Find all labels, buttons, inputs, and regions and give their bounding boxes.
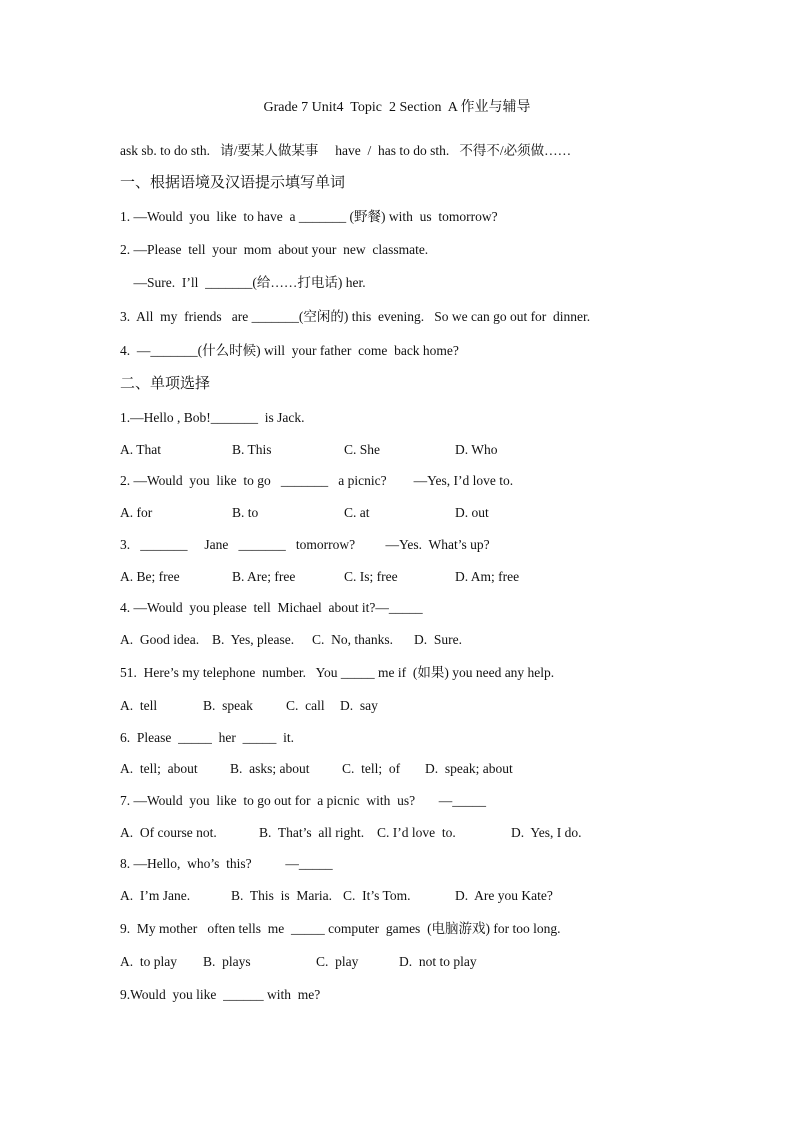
option: B. plays	[203, 954, 251, 969]
question-stem: 9.Would you like ______ with me?	[120, 987, 321, 1002]
option: C. call	[286, 698, 325, 713]
option: A. Good idea.	[120, 632, 200, 647]
question-stem: 6. Please _____ her _____ it.	[120, 730, 294, 745]
option: B. Are; free	[232, 569, 296, 584]
question-stem: 1.—Hello , Bob!_______ is Jack.	[120, 410, 305, 425]
option: C. at	[344, 505, 370, 520]
fill-in-line: —Sure. I’ll _______(给……打电话) her.	[120, 275, 366, 290]
intro-phrases: ask sb. to do sth. 请/要某人做某事 have / has to do sth. 不得不/必须做……	[120, 143, 572, 158]
option: A. tell	[120, 698, 158, 713]
fill-in-line: 2. —Please tell your mom about your new classmate.	[120, 242, 429, 257]
question-stem: 51. Here’s my telephone number. You _____ me if (如果) you need any help.	[120, 665, 555, 680]
section-2-heading: 二、单项选择	[120, 376, 211, 392]
option: B. speak	[203, 698, 253, 713]
option: C. It’s Tom.	[343, 888, 411, 903]
question-stem: 7. —Would you like to go out for a picnic with us? —_____	[120, 793, 486, 808]
option: D. Are you Kate?	[455, 888, 553, 903]
option: C. No, thanks.	[312, 632, 393, 647]
option: C. She	[344, 442, 381, 457]
option: D. say	[340, 698, 378, 713]
option: D. Am; free	[455, 569, 520, 584]
option: D. speak; about	[425, 761, 513, 776]
option: B. This is Maria.	[231, 888, 332, 903]
question-stem: 8. —Hello, who’s this? —_____	[120, 856, 333, 871]
section-1-heading: 一、根据语境及汉语提示填写单词	[120, 175, 346, 191]
fill-in-line: 3. All my friends are _______(空闲的) this evening. So we can go out for dinner.	[120, 309, 591, 324]
option: C. I’d love to.	[377, 825, 456, 840]
option: C. tell; of	[342, 761, 401, 776]
option: A. tell; about	[120, 761, 198, 776]
option: D. Who	[455, 442, 498, 457]
option: C. Is; free	[344, 569, 398, 584]
fill-in-line: 1. —Would you like to have a _______ (野餐) with us tomorrow?	[120, 209, 498, 224]
option: A. That	[120, 442, 161, 457]
question-stem: 3. _______ Jane _______ tomorrow? —Yes. What’s up?	[120, 537, 490, 552]
option: A. Be; free	[120, 569, 180, 584]
option: A. Of course not.	[120, 825, 217, 840]
option: B. to	[232, 505, 259, 520]
option: B. asks; about	[230, 761, 310, 776]
option: D. out	[455, 505, 489, 520]
fill-in-line: 4. —_______(什么时候) will your father come back home?	[120, 343, 459, 358]
question-stem: 9. My mother often tells me _____ computer games (电脑游戏) for too long.	[120, 921, 561, 936]
option: A. for	[120, 505, 153, 520]
option: B. That’s all right.	[259, 825, 365, 840]
question-stem: 4. —Would you please tell Michael about it?—_____	[120, 600, 423, 615]
option: B. This	[232, 442, 272, 457]
option: D. Sure.	[414, 632, 462, 647]
option: C. play	[316, 954, 359, 969]
page-title: Grade 7 Unit4 Topic 2 Section A 作业与辅导	[263, 100, 531, 115]
option: B. Yes, please.	[212, 632, 295, 647]
option: D. not to play	[399, 954, 477, 969]
option: A. to play	[120, 954, 177, 969]
option: A. I’m Jane.	[120, 888, 191, 903]
option: D. Yes, I do.	[511, 825, 582, 840]
question-stem: 2. —Would you like to go _______ a picnic? —Yes, I’d love to.	[120, 473, 514, 488]
